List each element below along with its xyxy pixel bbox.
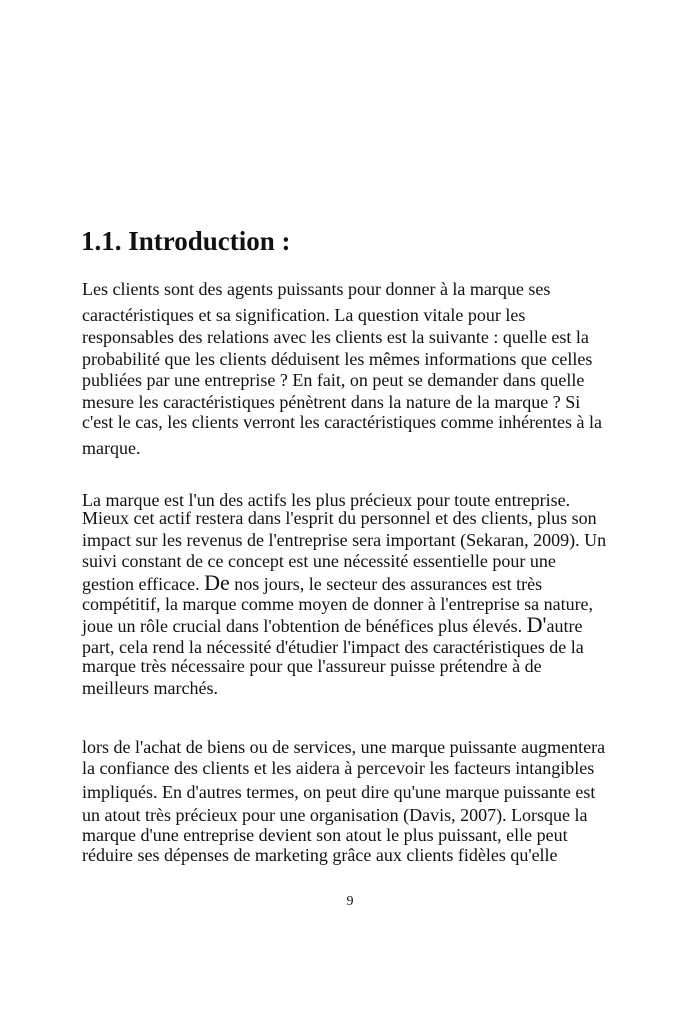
text-line: La marque est l'un des actifs les plus précieux pour toute entreprise.: [82, 490, 571, 510]
text-line: publiées par une entreprise ? En fait, on peut se demander dans quelle: [82, 370, 585, 390]
text-line: Mieux cet actif restera dans l'esprit du personnel et des clients, plus son: [82, 508, 597, 528]
text-line: meilleurs marchés.: [82, 678, 218, 698]
text-line: suivi constant de ce concept est une nécessité essentielle pour une: [82, 551, 556, 571]
text-line: mesure les caractéristiques pénètrent dans la nature de la marque ? Si: [82, 392, 581, 412]
text-line: un atout très précieux pour une organisation (Davis, 2007). Lorsque la: [82, 805, 588, 825]
text-line: impliqués. En d'autres termes, on peut dire qu'une marque puissante est: [82, 782, 596, 802]
text-line: réduire ses dépenses de marketing grâce aux clients fidèles qu'elle: [82, 845, 558, 865]
text-line: probabilité que les clients déduisent les mêmes informations que celles: [82, 349, 593, 369]
text-line: la confiance des clients et les aidera à percevoir les facteurs intangibles: [82, 758, 595, 778]
text-line: marque.: [82, 438, 141, 458]
text-line: [82, 570, 543, 595]
text-line: compétitif, la marque comme moyen de donner à l'entreprise sa nature,: [82, 594, 594, 614]
text-line: marque d'une entreprise devient son atout le plus puissant, elle peut: [82, 825, 568, 845]
text-line: responsables des relations avec les clients est la suivante : quelle est la: [82, 327, 589, 347]
text-span: gestion efficace.: [82, 574, 205, 594]
text-span: D': [526, 612, 547, 637]
text-line: lors de l'achat de biens ou de services, une marque puissante augmentera: [82, 737, 606, 757]
text-span: De: [204, 570, 230, 595]
section-heading: 1.1. Introduction :: [81, 226, 291, 256]
text-span: nos jours, le secteur des assurances est très: [229, 574, 543, 594]
text-line: part, cela rend la nécessité d'étudier l'impact des caractéristiques de la: [82, 637, 584, 657]
text-line: [82, 612, 583, 637]
page-number: 9: [346, 894, 354, 909]
text-line: Les clients sont des agents puissants pour donner à la marque ses: [82, 279, 551, 299]
text-line: caractéristiques et sa signification. La question vitale pour les: [82, 305, 526, 325]
text-span: autre: [546, 616, 583, 636]
text-line: c'est le cas, les clients verront les caractéristiques comme inhérentes à la: [82, 412, 603, 432]
text-line: marque très nécessaire pour que l'assureur puisse prétendre à de: [82, 656, 542, 676]
text-line: impact sur les revenus de l'entreprise sera important (Sekaran, 2009). Un: [82, 530, 607, 550]
text-span: joue un rôle crucial dans l'obtention de bénéfices plus élevés.: [82, 616, 527, 636]
